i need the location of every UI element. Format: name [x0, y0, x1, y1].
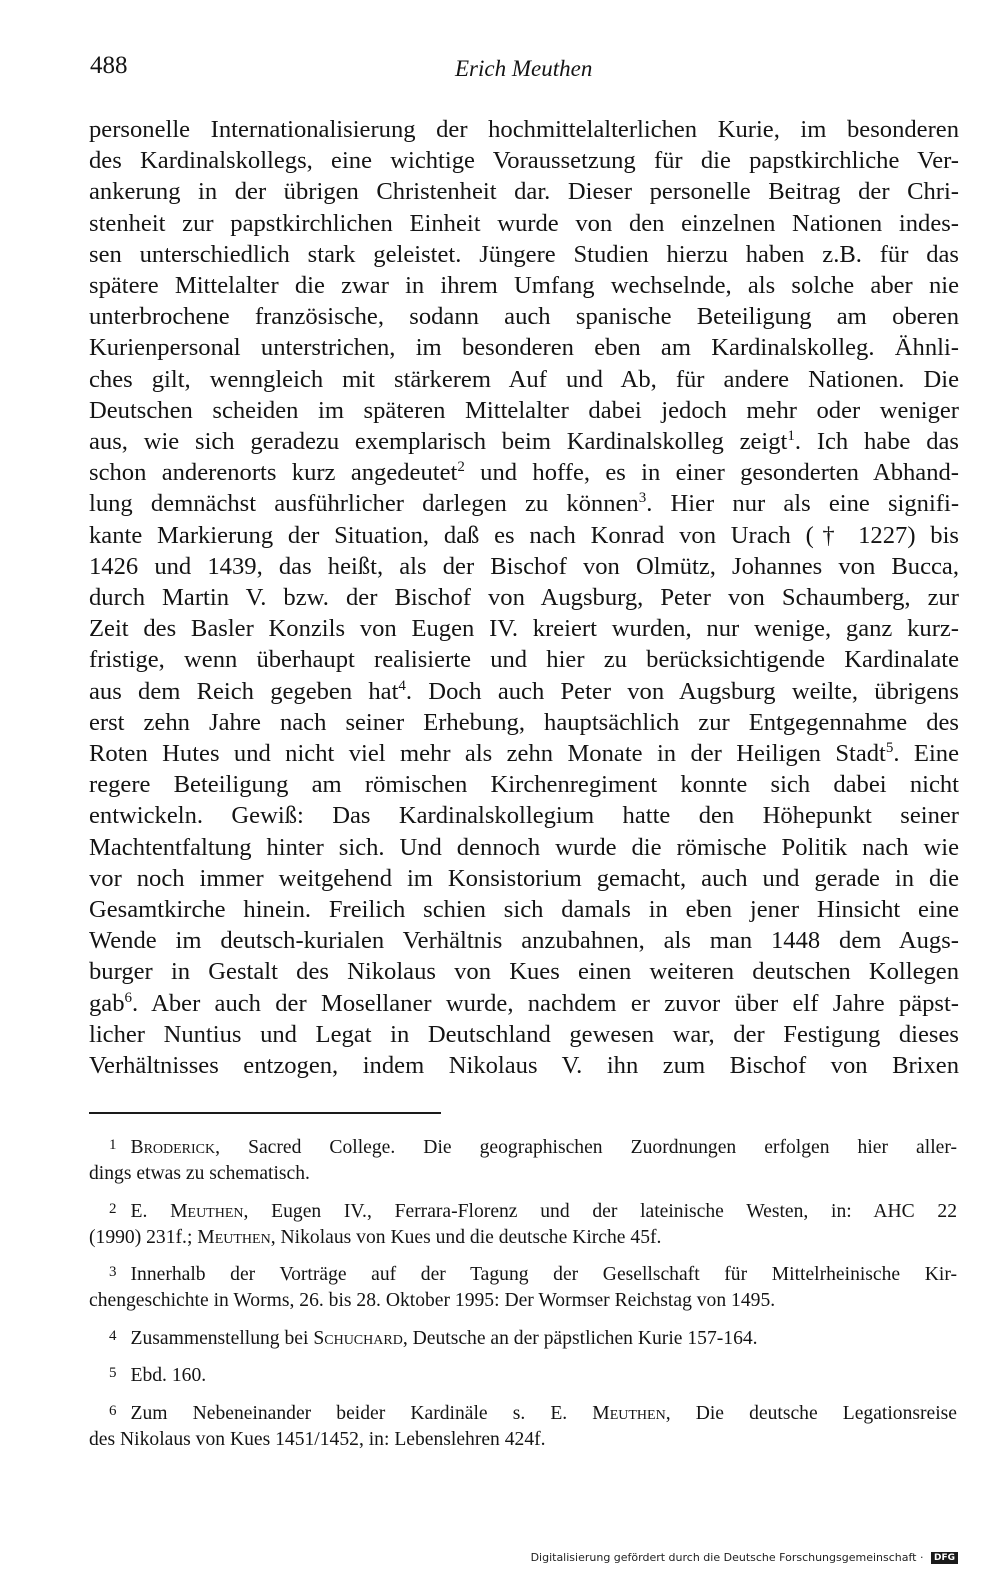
body-line-text: lung demnächst ausführlicher darlegen zu können	[89, 490, 639, 518]
footnote-text: dings etwas zu schematisch.	[89, 1163, 310, 1184]
body-line: licher Nuntius und Legat in Deutschland gewesen war, der Festigung dieses	[89, 1020, 959, 1048]
footnote-line	[89, 1161, 957, 1187]
body-line: erst zehn Jahre nach seiner Erhebung, hauptsächlich zur Entgegennahme des	[89, 708, 959, 736]
footnote-text: , Die deutsche Legationsreise	[665, 1402, 958, 1424]
body-line	[89, 988, 959, 1019]
credit-text: Digitalisierung gefördert durch die Deutsche Forschungsgemeinschaft ·	[530, 1551, 924, 1564]
footnote-number: 4	[109, 1327, 117, 1344]
author-name: Meuthen	[170, 1200, 244, 1222]
body-line: Gesamtkirche hinein. Freilich schien sich damals in eben jener Hinsicht eine	[89, 896, 959, 924]
footnote-1	[89, 1132, 957, 1187]
footnote-text: , Sacred College. Die geographischen Zuordnungen erfolgen hier aller-	[215, 1137, 957, 1158]
footnote-text: E.	[130, 1200, 171, 1222]
footnote-line	[89, 1427, 957, 1453]
author-name: Broderick	[130, 1137, 216, 1158]
footnote-marker: 6	[124, 989, 133, 1006]
body-line-text: . Ich habe das	[794, 428, 959, 456]
footnote-number: 5	[109, 1365, 117, 1381]
footnotes	[89, 1132, 957, 1461]
body-line: entwickeln. Gewiß: Das Kardinalskollegium hatte den Höhepunkt seiner	[89, 802, 959, 830]
footnote-text: des Nikolaus von Kues 1451/1452, in: Lebenslehren 424f.	[89, 1428, 546, 1450]
footnote-text: , Nikolaus von Kues und die deutsche Kirche 45f.	[270, 1226, 662, 1248]
body-line	[89, 676, 959, 707]
body-line: stenheit zur papstkirchlichen Einheit wurde von den einzelnen Nationen indes-	[89, 209, 959, 237]
body-line: fristige, wenn überhaupt realisierte und hier zu berücksichtigende Kardinalate	[89, 646, 959, 674]
author-name: Schuchard	[313, 1327, 403, 1349]
footnote-line	[89, 1288, 957, 1314]
footnote-number: 3	[109, 1264, 117, 1280]
body-line: unterbrochene französische, sodann auch spanische Beteiligung am oberen	[89, 303, 959, 331]
body-line: personelle Internationalisierung der hochmittelalterlichen Kurie, im besonderen	[89, 116, 959, 143]
body-line: 1426 und 1439, das heißt, als der Bischof von Olmütz, Johannes von Bucca,	[89, 552, 959, 580]
body-line	[89, 426, 959, 457]
body-line-text: Roten Hutes und nicht viel mehr als zehn Monate in der Heiligen Stadt	[89, 740, 886, 768]
footnote-line	[89, 1398, 957, 1427]
footnote-text: , Deutsche an der päpstlichen Kurie 157-164.	[402, 1327, 758, 1349]
body-line-text: . Eine	[893, 740, 959, 768]
footnote-number: 2	[109, 1200, 117, 1217]
body-line: ches gilt, wenngleich mit stärkerem Auf und Ab, für andere Nationen. Die	[89, 365, 959, 393]
footnote-text: , Eugen IV., Ferrara-Florenz und der lateinische Westen, in: AHC 22	[243, 1200, 958, 1222]
body-line: spätere Mittelalter die zwar in ihrem Umfang wechselnde, als solche aber nie	[89, 272, 959, 300]
body-line: Deutschen scheiden im späteren Mittelalter dabei jedoch mehr oder weniger	[89, 396, 959, 424]
body-line: sen unterschiedlich stark geleistet. Jüngere Studien hierzu haben z.B. für das	[89, 240, 959, 268]
body-line-text: aus, wie sich geradezu exemplarisch beim Kardinalskolleg zeigt	[89, 428, 788, 456]
footnote-4	[89, 1323, 957, 1352]
footnote-line	[89, 1196, 957, 1225]
body-line	[89, 457, 959, 488]
body-line: Wende im deutsch-kurialen Verhältnis anzubahnen, als man 1448 dem Augs-	[89, 927, 959, 955]
dfg-logo: DFG	[931, 1552, 958, 1564]
body-line: ankerung in der übrigen Christenheit dar. Dieser personelle Beitrag der Chri-	[89, 178, 959, 206]
footnote-text: Innerhalb der Vorträge auf der Tagung der Gesellschaft für Mittelrheinische Kir-	[130, 1264, 957, 1285]
body-line-text: gab	[89, 989, 125, 1017]
footnote-marker: 4	[398, 677, 406, 694]
dfg-credit	[531, 1551, 958, 1564]
body-line-text: und hoffe, es in einer gesonderten Abhand-	[464, 459, 959, 487]
body-line: regere Beteiligung am römischen Kirchenregiment konnte sich dabei nicht	[89, 771, 959, 799]
body-line	[89, 738, 959, 769]
footnote-5	[89, 1360, 957, 1389]
body-line-text: aus dem Reich gegeben hat	[89, 677, 399, 705]
footnote-text: chengeschichte in Worms, 26. bis 28. Oktober 1995: Der Wormser Reichstag von 1495.	[89, 1290, 776, 1311]
footnote-text: (1990) 231f.;	[89, 1226, 198, 1248]
footnote-rule	[89, 1112, 441, 1114]
body-line-text: schon anderenorts kurz angedeutet	[89, 459, 458, 487]
footnote-number: 6	[109, 1402, 117, 1419]
body-line-text: . Aber auch der Mosellaner wurde, nachdem er zuvor über elf Jahre päpst-	[132, 989, 959, 1017]
footnote-marker: 3	[638, 490, 647, 507]
footnote-2	[89, 1196, 957, 1251]
body-line: Verhältnisses entzogen, indem Nikolaus V. ihn zum Bischof von Brixen	[89, 1052, 959, 1080]
footnote-marker: 5	[885, 740, 894, 757]
footnote-number: 1	[109, 1137, 117, 1153]
running-head: Erich Meuthen	[455, 56, 593, 81]
body-line: Kurienpersonal unterstrichen, im besonderen eben am Kardinalskolleg. Ähnli-	[89, 334, 959, 362]
footnote-marker: 2	[457, 459, 465, 476]
footnote-line	[89, 1360, 957, 1389]
author-name: Meuthen	[197, 1226, 271, 1248]
footnote-line	[89, 1132, 957, 1161]
footnote-line	[89, 1259, 957, 1288]
body-line: kante Markierung der Situation, daß es nach Konrad von Urach († 1227) bis	[89, 521, 959, 549]
body-line: durch Martin V. bzw. der Bischof von Augsburg, Peter von Schaumberg, zur	[89, 584, 959, 612]
page-number: 488	[90, 52, 128, 79]
footnote-line	[89, 1323, 957, 1352]
footnote-line	[89, 1225, 957, 1251]
footnote-text: Zusammenstellung bei	[130, 1327, 314, 1349]
body-line: Zeit des Basler Konzils von Eugen IV. kreiert wurden, nur wenige, ganz kurz-	[89, 615, 959, 643]
body-line: vor noch immer weitgehend im Konsistorium gemacht, auch und gerade in die	[89, 864, 959, 892]
footnote-6	[89, 1398, 957, 1453]
body-line: Machtentfaltung hinter sich. Und dennoch wurde die römische Politik nach wie	[89, 833, 959, 861]
footnote-marker: 1	[787, 428, 795, 445]
footnote-3	[89, 1259, 957, 1314]
body-line-text: . Hier nur als eine signifi-	[646, 490, 960, 518]
body-line-text: . Doch auch Peter von Augsburg weilte, übrigens	[405, 677, 959, 705]
body-text	[89, 114, 959, 1081]
footnote-text: Zum Nebeneinander beider Kardinäle s. E.	[130, 1402, 593, 1424]
footnote-text: Ebd. 160.	[130, 1365, 207, 1386]
body-line: burger in Gestalt des Nikolaus von Kues einen weiteren deutschen Kollegen	[89, 958, 959, 986]
author-name: Meuthen	[592, 1402, 666, 1424]
body-line	[89, 488, 959, 519]
body-line: des Kardinalskollegs, eine wichtige Voraussetzung für die papstkirchliche Ver-	[89, 147, 959, 175]
